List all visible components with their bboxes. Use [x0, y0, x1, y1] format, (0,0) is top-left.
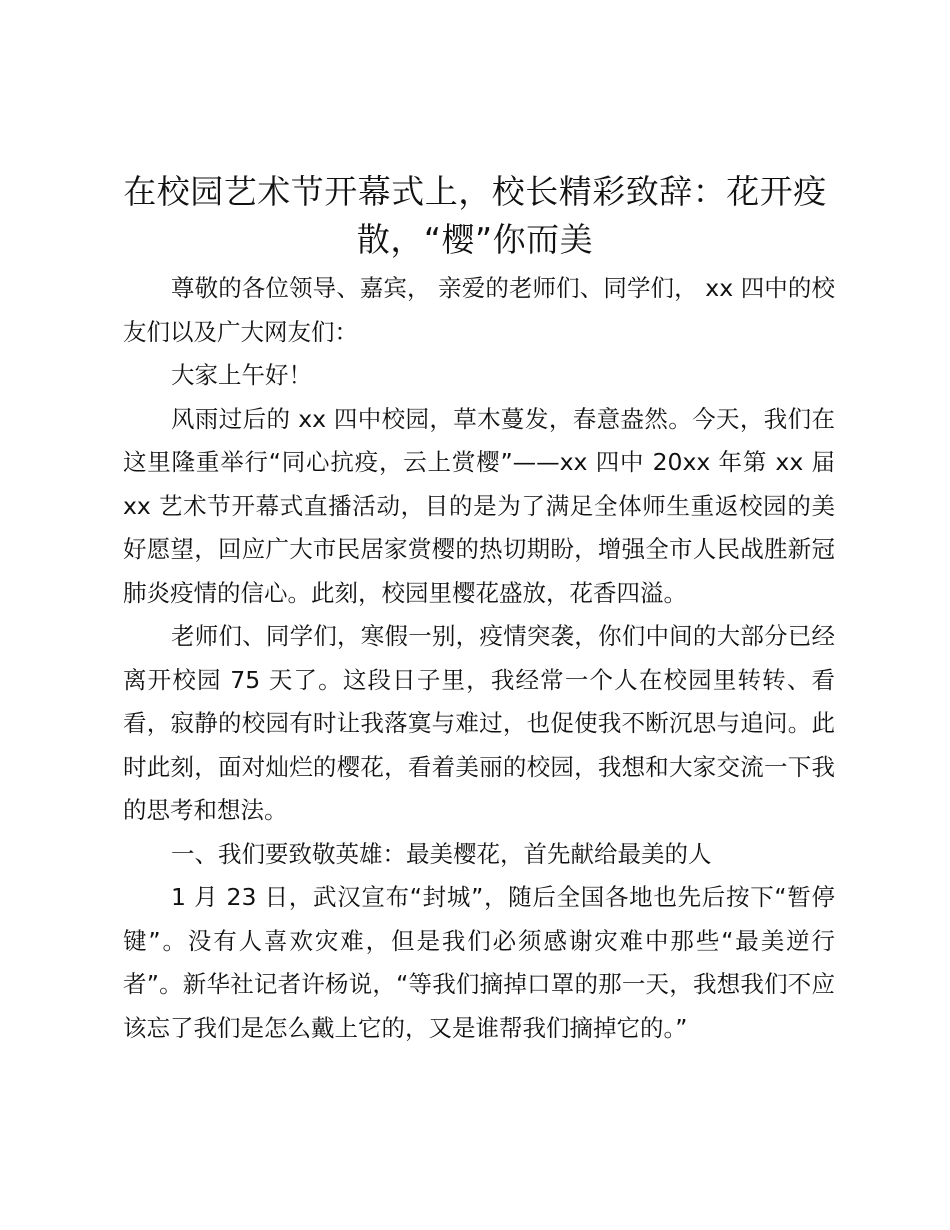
document-body — [123, 267, 835, 1050]
salutation-paragraph: 尊敬的各位领导、嘉宾， 亲爱的老师们、同学们， xx 四中的校友们以及广大网友们： — [123, 274, 835, 346]
body-paragraph: 1 月 23 日，武汉宣布“封城”，随后全国各地也先后按下“暂停键”。没有人喜欢灾难，但是我们必须感谢灾难中那些“最美逆行者”。新华社记者许杨说，“等我们摘掉口罩的那一天，我想我们不应该忘了我们是怎么戴上它的，又是谁帮我们摘掉它的。” — [123, 883, 835, 1042]
body-paragraph: 风雨过后的 xx 四中校园，草木蔓发，春意盎然。今天，我们在这里隆重举行“同心抗疫，云上赏樱”——xx 四中 20xx 年第 xx 届 xx 艺术节开幕式直播活动，目的是为了满足全体师生重返校园的美好愿望，回应广大市民居家赏樱的热切期盼，增强全市人民战胜新冠肺炎疫情的信心。此刻，校园里樱花盛放，花香四溢。 — [123, 404, 835, 607]
greeting-paragraph: 大家上午好！ — [171, 361, 312, 389]
body-paragraph: 老师们、同学们，寒假一别，疫情突袭，你们中间的大部分已经离开校园 75 天了。这段日子里，我经常一个人在校园里转转、看看，寂静的校园有时让我落寞与难过，也促使我不断沉思与追问。此时此刻，面对灿烂的樱花，看着美丽的校园，我想和大家交流一下我的思考和想法。 — [123, 622, 835, 824]
document-title: 在校园艺术节开幕式上，校长精彩致辞：花开疫散，“樱”你而美 — [123, 172, 827, 259]
section-heading: 一、我们要致敬英雄：最美樱花，首先献给最美的人 — [171, 839, 712, 868]
